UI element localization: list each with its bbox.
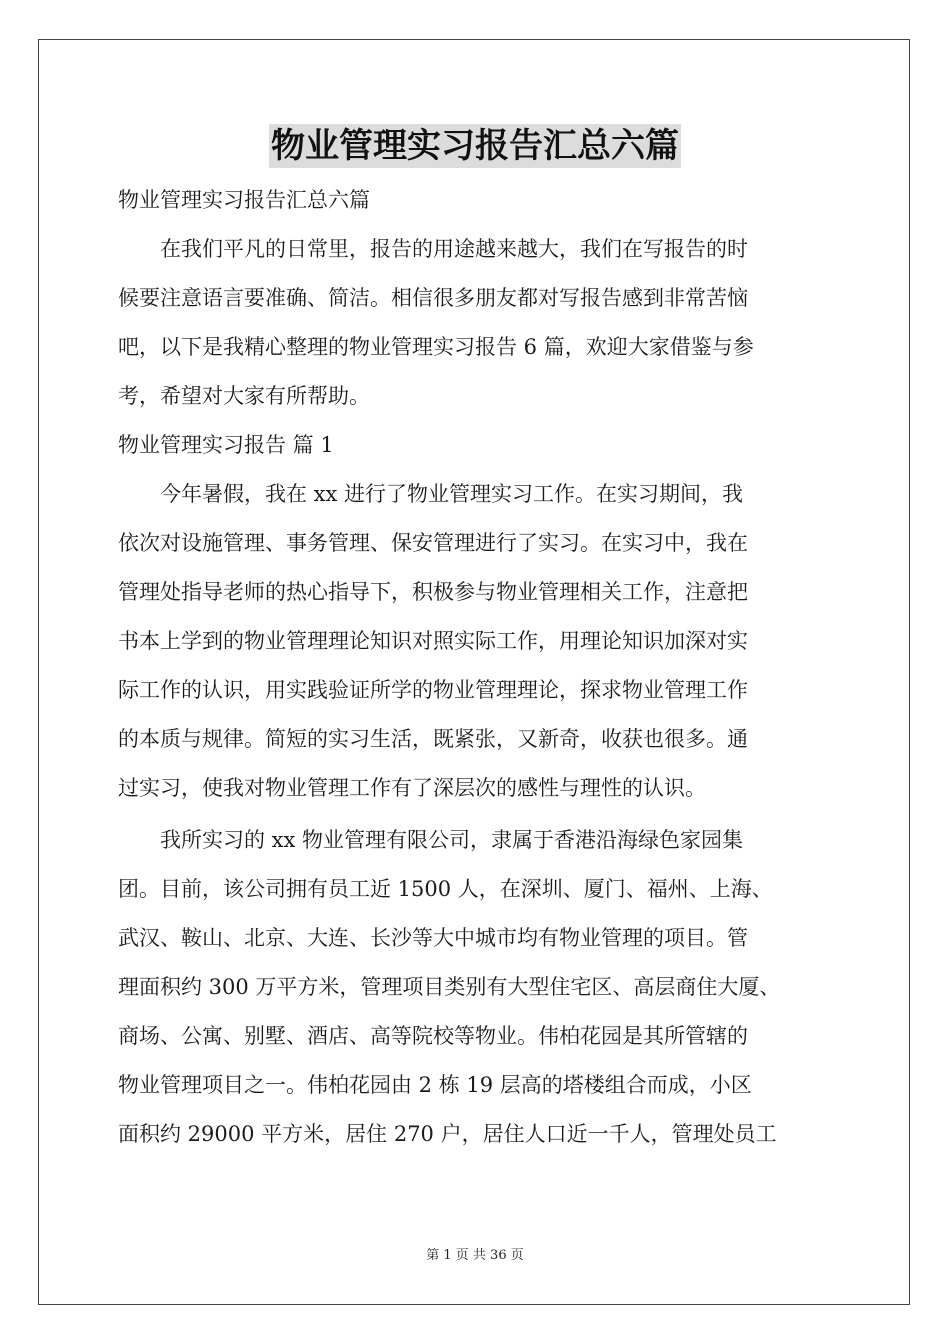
paragraph-2 <box>118 816 840 1159</box>
text-line: 吧，以下是我精心整理的物业管理实习报告 6 篇，欢迎大家借鉴与参 <box>118 335 754 359</box>
text-line: 武汉、鞍山、北京、大连、长沙等大中城市均有物业管理的项目。管 <box>118 926 748 950</box>
page-number: 第 1 页 共 36 页 <box>426 1248 524 1263</box>
text-line: 过实习，使我对物业管理工作有了深层次的感性与理性的认识。 <box>118 776 706 800</box>
text-line: 面积约 29000 平方米，居住 270 户，居住人口近一千人，管理处员工 <box>118 1122 777 1146</box>
page-footer <box>0 1244 950 1263</box>
text-line: 团。目前，该公司拥有员工近 1500 人，在深圳、厦门、福州、上海、 <box>118 877 773 901</box>
document-body <box>118 176 840 1159</box>
text-line: 管理处指导老师的热心指导下，积极参与物业管理相关工作，注意把 <box>118 580 748 604</box>
title-wrap <box>0 124 950 168</box>
text-line: 理面积约 300 万平方米，管理项目类别有大型住宅区、高层商住大厦、 <box>118 975 781 999</box>
text-line: 候要注意语言要准确、简洁。相信很多朋友都对写报告感到非常苦恼 <box>118 286 748 310</box>
text-line: 考，希望对大家有所帮助。 <box>118 384 370 408</box>
intro-paragraph <box>118 225 840 421</box>
text-line: 今年暑假，我在 xx 进行了物业管理实习工作。在实习期间，我 <box>160 482 744 506</box>
text-line: 商场、公寓、别墅、酒店、高等院校等物业。伟柏花园是其所管辖的 <box>118 1024 748 1048</box>
text-line: 在我们平凡的日常里，报告的用途越来越大，我们在写报告的时 <box>160 237 748 261</box>
text-line: 我所实习的 xx 物业管理有限公司，隶属于香港沿海绿色家园集 <box>160 828 744 852</box>
text-line: 物业管理项目之一。伟柏花园由 2 栋 19 层高的塔楼组合而成，小区 <box>118 1073 752 1097</box>
section-heading: 物业管理实习报告 篇 1 <box>118 433 334 457</box>
text-line: 书本上学到的物业管理理论知识对照实际工作，用理论知识加深对实 <box>118 629 748 653</box>
paragraph-1 <box>118 470 840 813</box>
text-line: 的本质与规律。简短的实习生活，既紧张，又新奇，收获也很多。通 <box>118 727 748 751</box>
document-title: 物业管理实习报告汇总六篇 <box>271 126 679 166</box>
text-line: 依次对设施管理、事务管理、保安管理进行了实习。在实习中，我在 <box>118 531 748 555</box>
document-subtitle: 物业管理实习报告汇总六篇 <box>118 188 370 212</box>
text-line: 际工作的认识，用实践验证所学的物业管理理论，探求物业管理工作 <box>118 678 748 702</box>
